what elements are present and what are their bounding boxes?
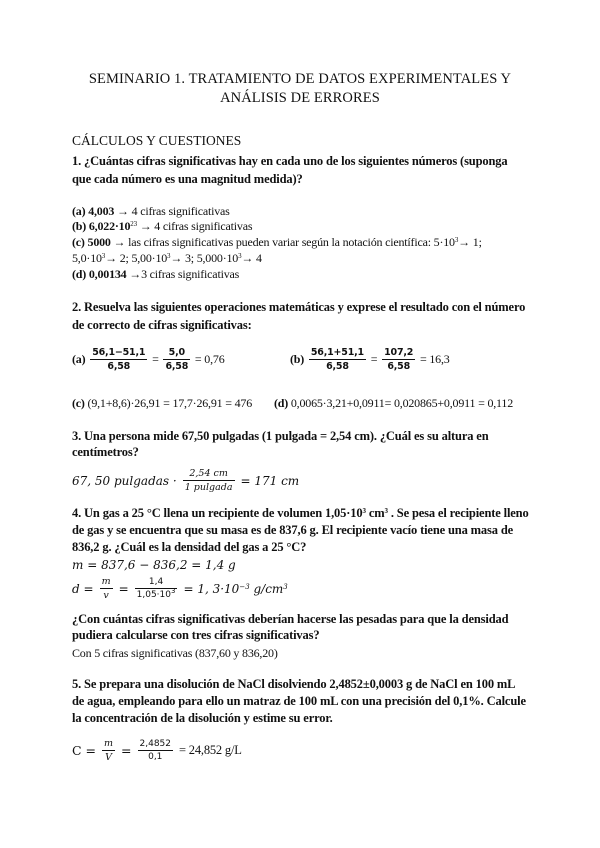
q1-a-text: → 4 cifras significativas	[114, 204, 230, 218]
q4-line-1a: 4. Un gas a 25 °C llena un recipiente de volumen 1,05·10	[72, 506, 363, 520]
q3-line-1: 3. Una persona mide 67,50 pulgadas (1 pulgada = 2,54 cm). ¿Cuál es su altura en	[72, 429, 489, 443]
q2-a-fraction-2	[163, 347, 190, 372]
q1-line-2: que cada número es una magnitud medida)?	[72, 172, 303, 186]
q4-eq2-d1: v	[103, 590, 109, 601]
q4-eq2-lhs: d =	[72, 581, 94, 596]
q4-line-3: 836,2 g. ¿Cuál es la densidad del gas a 25 °C?	[72, 540, 307, 554]
q5-line-1: 5. Se prepara una disolución de NaCl disolviendo 2,4852±0,0003 g de NaCl en 100 mL	[72, 677, 516, 691]
q4-sub-line-1: ¿Con cuántas cifras significativas deberían hacerse las pesadas para que la densidad	[72, 612, 509, 626]
q4-line-1-exp: 3	[362, 507, 366, 515]
q5-fraction-2	[138, 739, 174, 762]
q4-eq2-unit-exp: 3	[283, 582, 288, 591]
q5-lhs: C =	[72, 743, 97, 758]
q4-sub-line-2: pudiera calcularse con tres cifras significativas?	[72, 628, 320, 642]
q4-line-1	[72, 506, 529, 521]
q1-b-text: → 4 cifras significativas	[136, 219, 253, 233]
q2-c-text: (9,1+8,6)·26,91 = 17,7·26,91 = 476	[84, 396, 253, 410]
title-line-1: SEMINARIO 1. TRATAMIENTO DE DATOS EXPERIMENTALES Y	[88, 71, 512, 87]
q2-a-den2: 6,58	[165, 361, 189, 372]
q1-answer-c-line2	[72, 251, 262, 266]
q2-a-fraction-1	[90, 347, 147, 372]
q2-operation-a	[72, 347, 225, 372]
q1-c-text: → las cifras significativas pueden variar según la notación científica: 5·10	[110, 235, 455, 249]
q1-c-exp1: 3	[454, 236, 459, 244]
q1-c-l2c: → 3; 5,000·10	[170, 251, 239, 265]
q1-d-text: →3 cifras significativas	[126, 267, 240, 281]
q3-num: 2,54 cm	[183, 468, 235, 481]
q3-den: 1 pulgada	[184, 482, 233, 493]
q5-d2: 0,1	[148, 752, 163, 762]
q1-c-label: (c) 5000	[72, 235, 111, 249]
q2-a-den: 6,58	[107, 361, 131, 372]
q4-eq2-n1: m	[101, 576, 111, 587]
q4-eq2-fraction-1	[100, 576, 113, 601]
q2-b-den2: 6,58	[387, 361, 410, 372]
q5-eq: =	[121, 743, 132, 758]
q1-b-exp: 23	[130, 220, 137, 228]
q1-c-exp2: 3	[101, 252, 106, 260]
q2-a-result: = 0,76	[194, 352, 225, 366]
q5-equation	[72, 738, 242, 763]
q3-line-2: centímetros?	[72, 445, 139, 459]
q1-c-exp4: 3	[238, 252, 242, 260]
q5-line-2: de agua, empleando para ello un matraz de 100 mL con una precisión del 0,1%. Calcule	[72, 694, 526, 708]
q1-c-t1: → 1;	[458, 235, 482, 249]
q2-line-2: de correcto de cifras significativas:	[72, 318, 252, 332]
q4-eq2-fraction-2	[135, 577, 178, 600]
q4-eq2-d2-exp: 3	[171, 587, 176, 595]
q3-fraction	[183, 468, 235, 493]
q2-c-label: (c)	[72, 396, 85, 410]
q4-line-1-exp2: 3	[384, 507, 388, 515]
q2-b-eq: =	[370, 352, 378, 366]
q4-eq2-d2: 1,05·10	[136, 590, 171, 600]
q1-line-1: 1. ¿Cuántas cifras significativas hay en cada uno de los siguientes números (suponga	[72, 154, 508, 168]
q5-result: = 24,852 g/L	[179, 743, 242, 757]
q2-b-result: = 16,3	[420, 352, 450, 366]
q2-a-num: 56,1−51,1	[92, 347, 146, 358]
title-line-2: ANÁLISIS DE ERRORES	[220, 90, 380, 106]
q2-d-label: (d)	[274, 396, 289, 410]
q2-b-fraction-2	[382, 347, 415, 372]
q2-b-den: 6,58	[326, 361, 349, 372]
q4-eq2-result	[183, 582, 287, 596]
q4-eq2-res: = 1, 3·10	[183, 581, 240, 596]
q5-fraction-1	[102, 738, 115, 763]
q5-line-3: la concentración de la disolución y estime su error.	[72, 711, 333, 725]
q2-b-label: (b)	[290, 352, 305, 366]
q1-d-label: (d) 0,00134	[72, 267, 127, 281]
q4-equation-density	[72, 576, 288, 601]
q4-eq2-unit: g/cm	[249, 581, 284, 596]
q2-b-num2: 107,2	[384, 347, 414, 358]
q1-c-l2d: → 4	[241, 251, 262, 265]
q2-a-num2: 5,0	[163, 347, 190, 360]
q2-a-label: (a)	[72, 352, 86, 366]
q1-c-l2b: → 2; 5,00·10	[105, 251, 168, 265]
q2-operation-b	[290, 347, 450, 372]
q4-line-1b: cm	[365, 506, 385, 520]
q4-eq2-res-exp: −3	[239, 582, 250, 591]
q1-answer-b	[72, 219, 252, 234]
q2-line-1: 2. Resuelva las siguientes operaciones matemáticas y exprese el resultado con el número	[72, 300, 526, 314]
q4-line-2: de gas y se encuentra que su masa es de 837,6 g. El recipiente vacío tiene una masa de	[72, 523, 514, 537]
q2-operation-c	[72, 396, 252, 411]
q2-b-num: 56,1+51,1	[310, 347, 364, 358]
q2-a-eq: =	[152, 352, 159, 366]
q1-answer-d	[72, 267, 239, 282]
q1-b-label: (b) 6,022·10	[72, 219, 131, 233]
q3-equation	[72, 468, 299, 493]
q2-operation-d	[274, 396, 513, 411]
q5-n1: m	[104, 738, 114, 749]
q1-a-label: (a) 4,003	[72, 204, 115, 218]
q4-equation-mass: m = 837,6 − 836,2 = 1,4 g	[72, 558, 236, 572]
document-title	[40, 70, 560, 108]
q1-answer-a	[72, 204, 230, 219]
q4-eq2-d2-wrap	[135, 589, 178, 600]
q2-d-text: 0,0065·3,21+0,0911= 0,020865+0,0911 = 0,112	[288, 396, 514, 410]
q4-eq2-eq: =	[118, 581, 129, 596]
section-heading: CÁLCULOS Y CUESTIONES	[72, 133, 242, 148]
q4-eq2-n2: 1,4	[135, 577, 178, 589]
q1-answer-c	[72, 235, 482, 250]
q5-n2: 2,4852	[139, 739, 172, 749]
q1-c-l2a: 5,0·10	[72, 251, 102, 265]
q1-c-exp3: 3	[167, 252, 171, 260]
q4-answer: Con 5 cifras significativas (837,60 y 836,20)	[72, 646, 278, 660]
q5-d1: V	[105, 752, 112, 763]
q3-rhs: = 171 cm	[240, 473, 300, 488]
q3-lhs: 67, 50 pulgadas ·	[72, 473, 177, 488]
q4-line-1c: . Se pesa el recipiente lleno	[387, 506, 529, 520]
q2-b-fraction-1	[309, 347, 366, 372]
